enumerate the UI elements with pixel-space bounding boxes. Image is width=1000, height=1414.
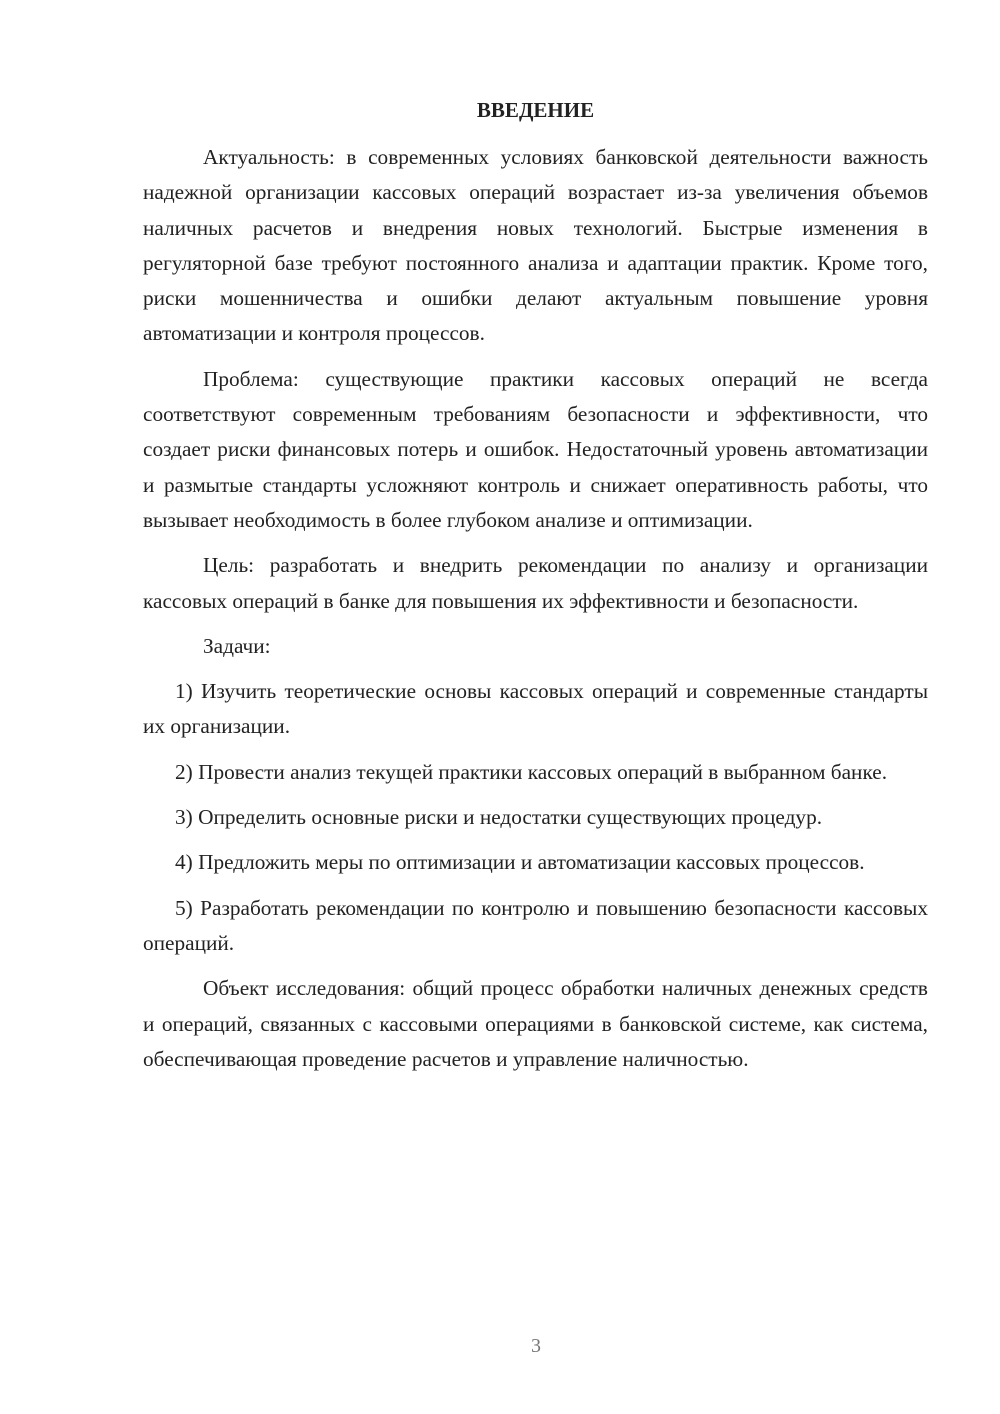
paragraph-goal: Цель: разработать и внедрить рекомендации по анализу и организации кассовых операций в банке для повышения их эффективности и безопасности. bbox=[143, 553, 928, 613]
paragraph-object: Объект исследования: общий процесс обработки наличных денежных средств и операций, связанных с кассовыми операциями в банковской системе, как система, обеспечивающая проведение расчетов и управление наличностью. bbox=[143, 976, 928, 1071]
task-item-3: 3) Определить основные риски и недостатки существующих процедур. bbox=[175, 805, 823, 830]
page-content bbox=[143, 95, 928, 1087]
paragraph-relevance: Актуальность: в современных условиях банковской деятельности важность надежной организации кассовых операций возрастает из-за увеличения объемов наличных расчетов и внедрения новых технологий. Быстрые изменения в регуляторной базе требуют постоянного анализа и адаптации практик. Кроме того, риски мошенничества и ошибки делают актуальным повышение уровня автоматизации и контроля процессов. bbox=[143, 145, 928, 346]
task-item-1: 1) Изучить теоретические основы кассовых операций и современные стандарты их организации. bbox=[143, 679, 928, 739]
task-item-4: 4) Предложить меры по оптимизации и автоматизации кассовых процессов. bbox=[175, 850, 865, 875]
task-item-2: 2) Провести анализ текущей практики кассовых операций в выбранном банке. bbox=[175, 759, 888, 784]
task-item-5: 5) Разработать рекомендации по контролю и повышению безопасности кассовых операций. bbox=[143, 895, 928, 955]
tasks-label: Задачи: bbox=[203, 633, 271, 658]
page-number: 3 bbox=[531, 1335, 541, 1357]
section-heading: ВВЕДЕНИЕ bbox=[476, 98, 595, 122]
paragraph-problem: Проблема: существующие практики кассовых операций не всегда соответствуют современным требованиям безопасности и эффективности, что создает риски финансовых потерь и ошибок. Недостаточный уровень автоматизации и размытые стандарты усложняют контроль и снижает оперативность работы, что вызывает необходимость в более глубоком анализе и оптимизации. bbox=[143, 366, 928, 532]
